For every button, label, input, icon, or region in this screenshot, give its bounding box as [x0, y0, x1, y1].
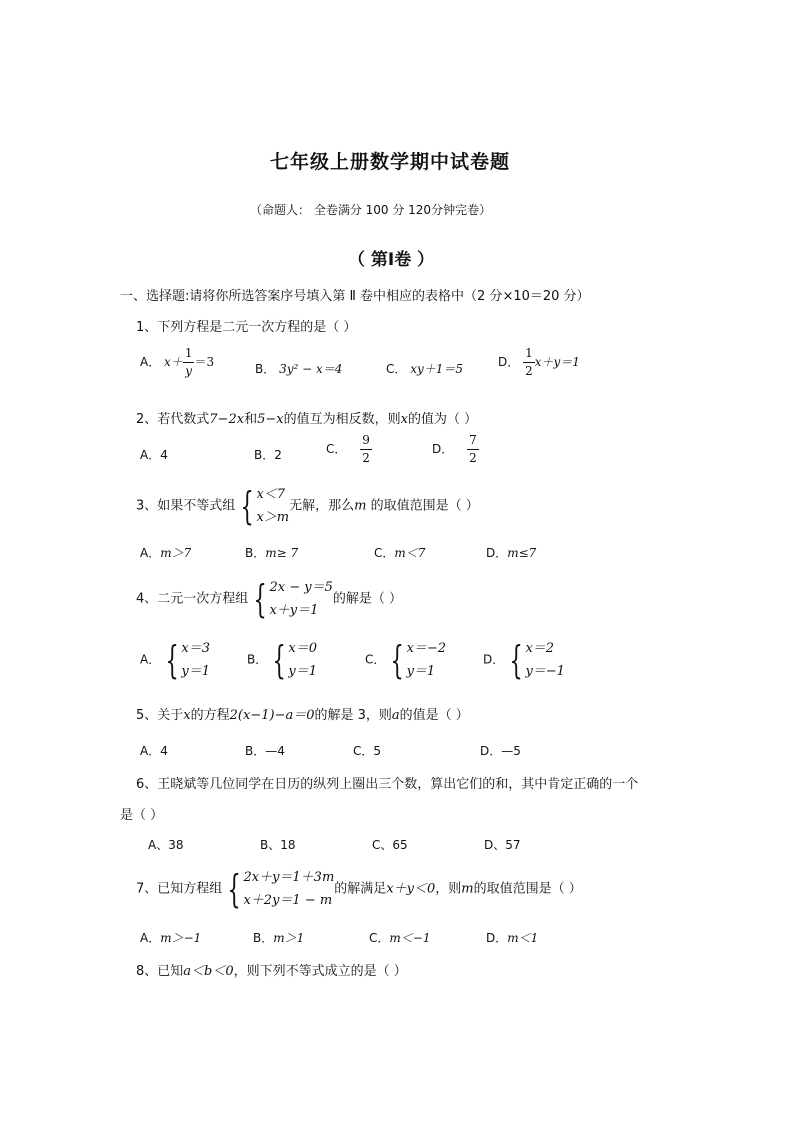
question-4-option-b: B． { x＝0 y＝1	[247, 638, 318, 682]
question-7-option-c: C．m＜−1	[369, 931, 431, 945]
question-4-option-d: D． { x＝2 y＝−1	[483, 638, 565, 682]
question-5-text: 5、关于x的方程2(x−1)−a＝0的解是 3，则a的值是（ ）	[136, 708, 469, 723]
question-6-option-a: A、38	[148, 838, 184, 852]
question-2-option-b: B．2	[254, 448, 282, 462]
question-1-option-c: C． xy＋1＝5	[386, 362, 464, 376]
question-7-option-d: D．m＜1	[486, 931, 539, 945]
question-2-option-d: D． $\frac{7}{2}$	[432, 433, 477, 465]
section-heading: 一、选择题:请将你所选答案序号填入第 Ⅱ 卷中相应的表格中（2 分×10＝20 分）	[120, 289, 590, 304]
question-3-option-c: C．m＜7	[374, 546, 426, 560]
question-6-text-line-2: 是（ ）	[120, 808, 164, 823]
question-5-option-d: D．—5	[480, 744, 521, 758]
volume-heading: （ 第Ⅰ卷 ）	[348, 250, 435, 270]
question-1-option-a: A． x＋ $\frac{1}{y}$ ＝3	[140, 346, 215, 378]
question-4-text: 4、二元一次方程组 { 2x − y＝5 x＋y＝1 的解是（ ）	[136, 577, 402, 621]
question-3-option-b: B．m≥ 7	[245, 546, 299, 560]
question-5-option-c: C．5	[353, 744, 382, 758]
question-2-text: 2、若代数式7−2x和5−x的值互为相反数，则x的值为（ ）	[136, 412, 478, 427]
question-1-text: 1、下列方程是二元一次方程的是（ ）	[136, 320, 357, 335]
page-title: 七年级上册数学期中试卷题	[270, 151, 511, 173]
question-8-text: 8、已知a＜b＜0，则下列不等式成立的是（ ）	[136, 964, 407, 979]
question-3-option-d: D．m≤7	[486, 546, 537, 560]
question-6-text-line-1: 6、王晓斌等几位同学在日历的纵列上圈出三个数，算出它们的和，其中肯定正确的一个	[136, 777, 639, 792]
question-1-option-d: D． $\frac{1}{2}$ x＋y＝1	[498, 346, 580, 378]
question-2-option-c: C． $\frac{9}{2}$	[326, 433, 370, 465]
question-3-text: 3、如果不等式组 { x＜7 x＞m 无解，那么m 的取值范围是（ ）	[136, 484, 479, 528]
question-3-option-a: A．m＞7	[140, 546, 192, 560]
question-2-option-a: A．4	[140, 448, 168, 462]
question-6-option-b: B、18	[260, 838, 296, 852]
question-6-option-c: C、65	[372, 838, 408, 852]
page-subtitle: （命题人： 全卷满分 100 分 120分钟完卷）	[250, 203, 492, 217]
question-7-option-b: B．m＞1	[253, 931, 305, 945]
question-7-option-a: A．m＞−1	[140, 931, 202, 945]
question-4-system: { 2x − y＝5 x＋y＝1	[253, 577, 333, 621]
question-4-option-c: C． { x＝−2 y＝1	[365, 638, 447, 682]
question-5-option-b: B．—4	[245, 744, 285, 758]
question-6-option-d: D、57	[484, 838, 521, 852]
question-5-option-a: A．4	[140, 744, 168, 758]
question-4-option-a: A． { x＝3 y＝1	[140, 638, 211, 682]
question-7-system: { 2x＋y＝1＋3m x＋2y＝1 − m	[227, 867, 335, 911]
question-1-option-b: B． 3y² − x＝4	[255, 362, 343, 376]
question-3-system: { x＜7 x＞m	[240, 484, 290, 528]
question-7-text: 7、已知方程组 { 2x＋y＝1＋3m x＋2y＝1 − m 的解满足x＋y＜0，则m的取值范围是（ ）	[136, 867, 582, 911]
